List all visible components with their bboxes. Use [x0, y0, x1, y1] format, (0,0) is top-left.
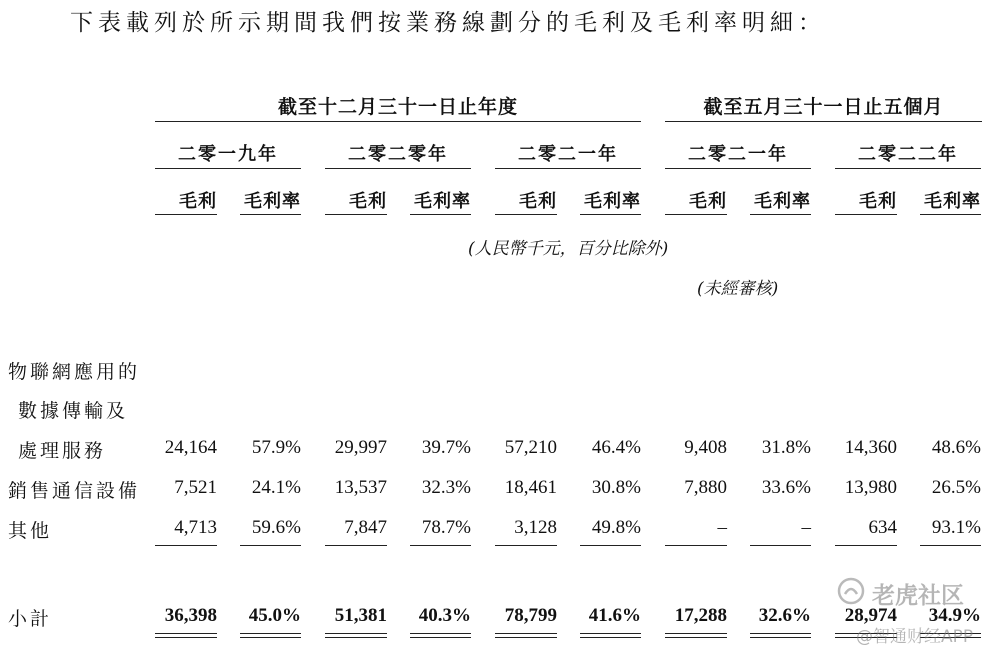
- table-cell: 49.8%: [591, 517, 641, 538]
- total-cell: 36,398: [164, 605, 217, 626]
- tiger-logo-icon: [836, 576, 866, 606]
- currency-note: (人民幣千元，百分比除外): [468, 239, 669, 259]
- table-cell: 57.9%: [251, 437, 301, 458]
- total-cell: 40.3%: [418, 605, 471, 626]
- total-rule: [665, 545, 727, 546]
- table-cell: –: [801, 517, 811, 538]
- total-rule: [240, 545, 301, 546]
- subheader-gpm: 毛利率: [414, 191, 471, 212]
- table-cell: 30.8%: [591, 477, 641, 498]
- subheader-gp: 毛利: [349, 191, 387, 212]
- year-rule: [325, 168, 471, 169]
- table-cell: 26.5%: [931, 477, 981, 498]
- subheader-gp: 毛利: [519, 191, 557, 212]
- subheader-gp: 毛利: [689, 191, 727, 212]
- table-cell: 4,713: [174, 517, 217, 538]
- subheader-gp: 毛利: [859, 191, 897, 212]
- table-cell: –: [717, 517, 727, 538]
- table-cell: 57,210: [504, 437, 557, 458]
- row-label-others: 其他: [8, 520, 53, 542]
- group-header-five-months: 截至五月三十一日止五個月: [703, 96, 944, 118]
- total-double-rule: [580, 633, 641, 638]
- subheader-gpm: 毛利率: [584, 191, 641, 212]
- table-cell: 29,997: [334, 437, 387, 458]
- total-rule: [325, 545, 387, 546]
- table-cell: 18,461: [504, 477, 557, 498]
- year-rule: [495, 168, 641, 169]
- total-rule: [580, 545, 641, 546]
- table-cell: 14,360: [844, 437, 897, 458]
- group-rule-annual: [155, 121, 641, 122]
- total-cell: 34.9%: [928, 605, 981, 626]
- total-rule: [920, 545, 981, 546]
- subheader-rule: [155, 214, 217, 215]
- subheader-rule: [750, 214, 811, 215]
- subheader-rule: [495, 214, 557, 215]
- subheader-gpm: 毛利率: [244, 191, 301, 212]
- table-cell: 39.7%: [421, 437, 471, 458]
- table-cell: 13,980: [844, 477, 897, 498]
- total-rule: [750, 545, 811, 546]
- total-cell: 51,381: [334, 605, 387, 626]
- year-rule: [665, 168, 811, 169]
- year-header-2022-5m: 二零二二年: [858, 144, 958, 165]
- total-double-rule: [240, 633, 301, 638]
- table-cell: 78.7%: [421, 517, 471, 538]
- total-double-rule: [155, 633, 217, 638]
- total-cell: 28,974: [844, 605, 897, 626]
- total-cell: 17,288: [674, 605, 727, 626]
- total-double-rule: [750, 633, 811, 638]
- table-cell: 24,164: [164, 437, 217, 458]
- year-rule: [155, 168, 301, 169]
- year-header-2020: 二零二零年: [348, 144, 448, 165]
- table-cell: 24.1%: [251, 477, 301, 498]
- table-cell: 59.6%: [251, 517, 301, 538]
- total-double-rule: [410, 633, 471, 638]
- table-cell: 9,408: [684, 437, 727, 458]
- watermark-source: @智通财经APP: [856, 627, 974, 647]
- year-header-2021: 二零二一年: [518, 144, 618, 165]
- total-rule: [410, 545, 471, 546]
- subheader-rule: [920, 214, 981, 215]
- subheader-rule: [410, 214, 471, 215]
- total-double-rule: [665, 633, 727, 638]
- unaudited-note: (未經審核): [697, 279, 779, 299]
- subheader-rule: [665, 214, 727, 215]
- subheader-rule: [580, 214, 641, 215]
- watermark-brand: 老虎社区: [872, 583, 964, 609]
- total-double-rule: [325, 633, 387, 638]
- subheader-gpm: 毛利率: [924, 191, 981, 212]
- table-cell: 48.6%: [931, 437, 981, 458]
- table-cell: 46.4%: [591, 437, 641, 458]
- subheader-rule: [240, 214, 301, 215]
- table-cell: 7,521: [174, 477, 217, 498]
- table-cell: 7,880: [684, 477, 727, 498]
- year-header-2021-5m: 二零二一年: [688, 144, 788, 165]
- total-cell: 45.0%: [248, 605, 301, 626]
- subheader-rule: [325, 214, 387, 215]
- total-rule: [495, 545, 557, 546]
- total-cell: 32.6%: [758, 605, 811, 626]
- table-cell: 33.6%: [761, 477, 811, 498]
- subheader-rule: [835, 214, 897, 215]
- table-cell: 7,847: [344, 517, 387, 538]
- row-label-iot-line2: 數據傳輸及: [18, 400, 129, 422]
- total-rule: [155, 545, 217, 546]
- table-cell: 31.8%: [761, 437, 811, 458]
- year-header-2019: 二零一九年: [178, 144, 278, 165]
- total-rule: [835, 545, 897, 546]
- total-cell: 78,799: [504, 605, 557, 626]
- table-cell: 3,128: [514, 517, 557, 538]
- row-label-iot-line1: 物聯網應用的: [8, 361, 141, 383]
- subheader-gp: 毛利: [179, 191, 217, 212]
- row-label-iot-line3: 處理服務: [18, 440, 107, 462]
- table-cell: 13,537: [334, 477, 387, 498]
- row-label-equipment: 銷售通信設備: [8, 480, 141, 502]
- table-cell: 93.1%: [931, 517, 981, 538]
- table-cell: 32.3%: [421, 477, 471, 498]
- total-double-rule: [495, 633, 557, 638]
- subheader-gpm: 毛利率: [754, 191, 811, 212]
- watermark-logo: [836, 576, 866, 610]
- group-header-annual: 截至十二月三十一日止年度: [277, 96, 518, 118]
- table-cell: 634: [868, 517, 897, 538]
- year-rule: [835, 168, 981, 169]
- total-cell: 41.6%: [588, 605, 641, 626]
- intro-text: 下表載列於所示期間我們按業務線劃分的毛利及毛利率明細：: [70, 10, 826, 36]
- row-label-subtotal: 小計: [8, 608, 53, 630]
- group-rule-five-months: [665, 121, 982, 122]
